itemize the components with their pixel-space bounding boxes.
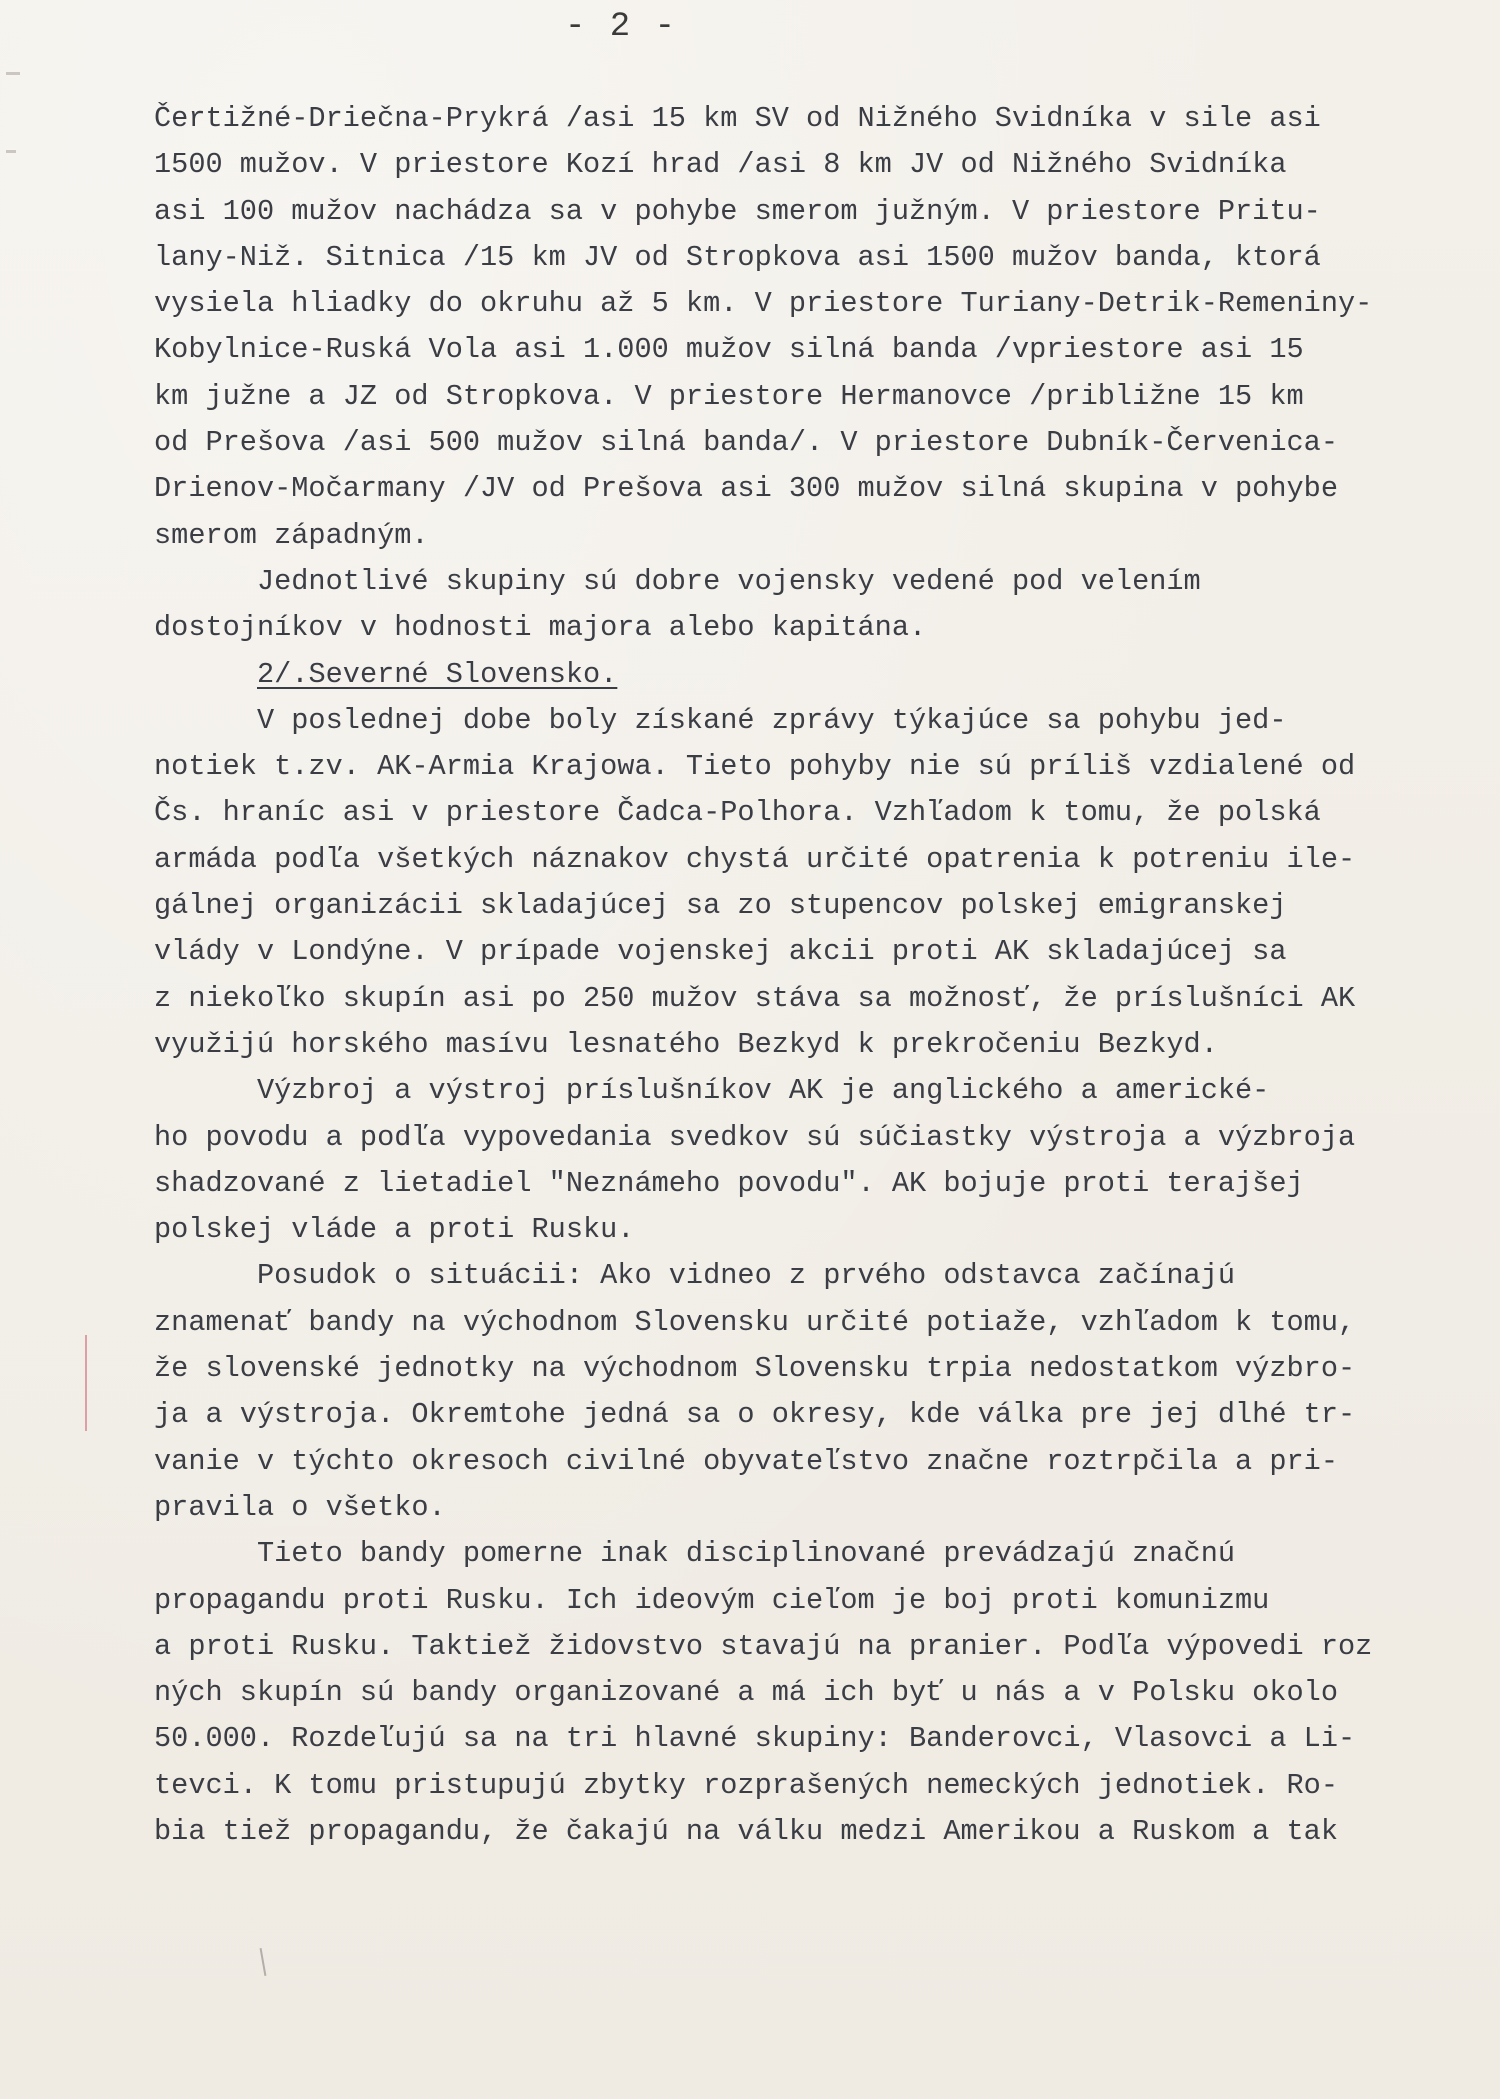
- text-line: Posudok o situácii: Ako vidneo z prvého odstavca začínajú: [154, 1259, 1236, 1293]
- text-line: vysiela hliadky do okruhu až 5 km. V priestore Turiany-Detrik-Remeniny-: [154, 287, 1373, 321]
- text-line: tevci. K tomu pristupujú zbytky rozprašených nemeckých jednotiek. Ro-: [154, 1768, 1338, 1802]
- text-line: vanie v týchto okresoch civilné obyvateľstvo značne roztrpčila a pri-: [154, 1444, 1338, 1478]
- text-line: ja a výstroja. Okremtohe jedná sa o okresy, kde válka pre jej dlhé tr-: [154, 1398, 1356, 1432]
- text-line: ho povodu a podľa vypovedania svedkov sú súčiastky výstroja a výzbroja: [154, 1120, 1356, 1154]
- paper-mark: [6, 150, 16, 153]
- text-line: znamenať bandy na východnom Slovensku určité potiaže, vzhľadom k tomu,: [154, 1305, 1356, 1339]
- text-line: notiek t.zv. AK-Armia Krajowa. Tieto pohyby nie sú príliš vzdialené od: [154, 750, 1356, 784]
- text-line: od Prešova /asi 500 mužov silná banda/. V priestore Dubník-Červenica-: [154, 426, 1338, 460]
- document-body: [154, 96, 1454, 1855]
- text-line: Jednotlivé skupiny sú dobre vojensky vedené pod velením: [154, 564, 1201, 598]
- text-line: lany-Niž. Sitnica /15 km JV od Stropkova asi 1500 mužov banda, ktorá: [154, 240, 1321, 274]
- margin-pencil-mark: [85, 1335, 87, 1431]
- section-heading: 2/.Severné Slovensko.: [257, 657, 618, 691]
- text-line: bia tiež propagandu, že čakajú na válku medzi Amerikou a Ruskom a tak: [154, 1814, 1338, 1848]
- page-number: - 2 -: [565, 8, 678, 46]
- text-line: shadzované z lietadiel "Neznámeho povodu". AK bojuje proti terajšej: [154, 1166, 1304, 1200]
- paper-mark: [260, 1948, 267, 1976]
- text-line: Tieto bandy pomerne inak disciplinované prevádzajú značnú: [154, 1537, 1236, 1571]
- text-line: Výzbroj a výstroj príslušníkov AK je anglického a americké-: [154, 1074, 1270, 1108]
- text-line: využijú horského masívu lesnatého Bezkyd k prekročeniu Bezkyd.: [154, 1027, 1218, 1061]
- text-line: Čertižné-Driečna-Prykrá /asi 15 km SV od Nižného Svidníka v sile asi: [154, 102, 1321, 135]
- text-line: pravila o všetko.: [154, 1490, 446, 1524]
- text-line: 50.000. Rozdeľujú sa na tri hlavné skupiny: Banderovci, Vlasovci a Li-: [154, 1722, 1356, 1756]
- text-line: armáda podľa všetkých náznakov chystá určité opatrenia k potreniu ile-: [154, 842, 1356, 876]
- text-line: V poslednej dobe boly získané zprávy týkajúce sa pohybu jed-: [154, 703, 1287, 737]
- text-line: smerom západným.: [154, 518, 429, 552]
- text-line: z niekoľko skupín asi po 250 mužov stáva sa možnosť, že príslušníci AK: [154, 981, 1356, 1015]
- text-line: dostojníkov v hodnosti majora alebo kapitána.: [154, 611, 927, 645]
- text-line: km južne a JZ od Stropkova. V priestore Hermanovce /približne 15 km: [154, 379, 1304, 413]
- text-line: polskej vláde a proti Rusku.: [154, 1213, 635, 1247]
- text-line: propagandu proti Rusku. Ich ideovým cieľom je boj proti komunizmu: [154, 1583, 1270, 1617]
- text-line: a proti Rusku. Taktiež židovstvo stavajú na pranier. Podľa výpovedi roz: [154, 1629, 1373, 1663]
- text-line: 1500 mužov. V priestore Kozí hrad /asi 8 km JV od Nižného Svidníka: [154, 148, 1287, 182]
- text-line: asi 100 mužov nachádza sa v pohybe smerom južným. V priestore Pritu-: [154, 194, 1321, 228]
- text-line: gálnej organizácii skladajúcej sa zo stupencov polskej emigranskej: [154, 889, 1287, 923]
- paper-mark: [6, 72, 20, 75]
- text-line: Drienov-Močarmany /JV od Prešova asi 300 mužov silná skupina v pohybe: [154, 472, 1338, 506]
- text-line: že slovenské jednotky na východnom Slovensku trpia nedostatkom výzbro-: [154, 1352, 1356, 1386]
- text-line: vlády v Londýne. V prípade vojenskej akcii proti AK skladajúcej sa: [154, 935, 1287, 969]
- text-line: Kobylnice-Ruská Vola asi 1.000 mužov silná banda /vpriestore asi 15: [154, 333, 1304, 367]
- text-line: Čs. hraníc asi v priestore Čadca-Polhora. Vzhľadom k tomu, že polská: [154, 796, 1321, 830]
- text-line: ných skupín sú bandy organizované a má ich byť u nás a v Polsku okolo: [154, 1676, 1338, 1710]
